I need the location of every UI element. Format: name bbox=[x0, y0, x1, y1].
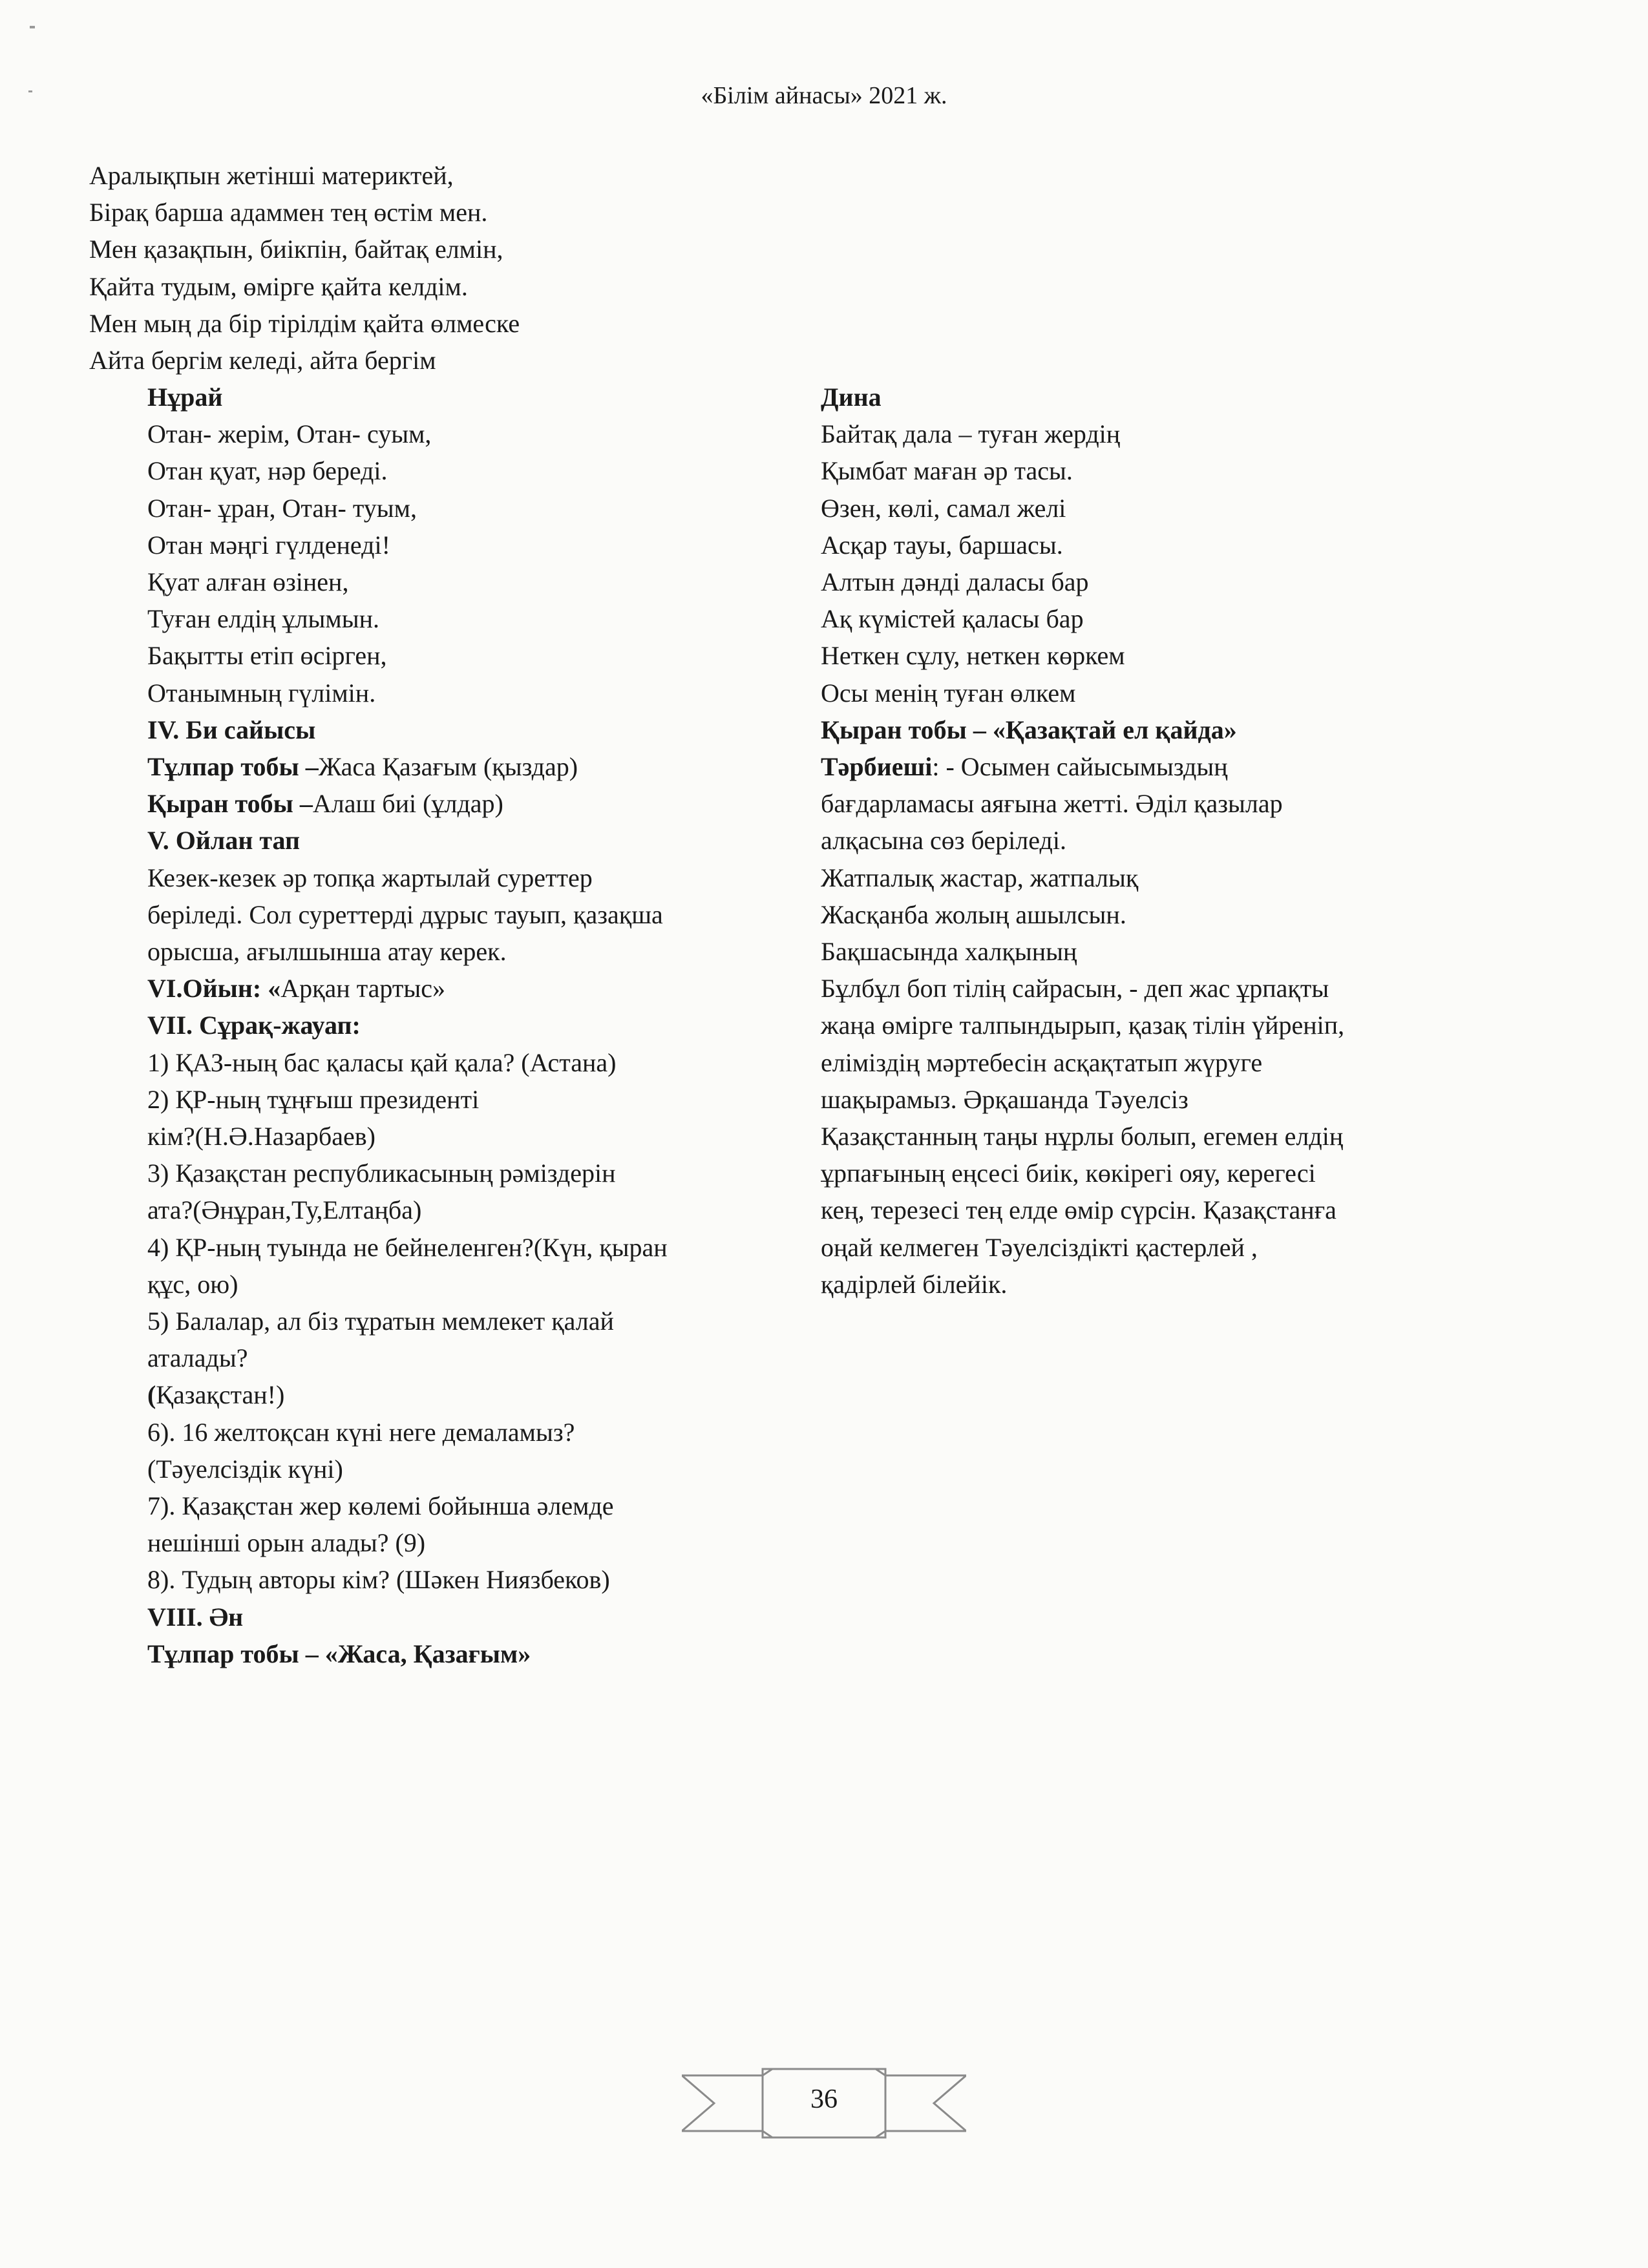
section-heading: Дина bbox=[821, 383, 882, 412]
text-line: жаңа өмірге талпындырып, қазақ тілін үйреніп, bbox=[821, 1011, 1345, 1040]
poem-line: Мен қазақпын, биікпін, байтақ елмін, bbox=[89, 235, 503, 264]
text-line: аталады? bbox=[147, 1343, 248, 1372]
text-line: нешінші орын алады? (9) bbox=[147, 1528, 426, 1557]
section-heading: Нұрай bbox=[147, 383, 223, 412]
text-line: Қуат алған өзінен, bbox=[147, 567, 349, 596]
page-header: «Білім айнасы» 2021 ж. bbox=[701, 82, 947, 109]
line-text: Жаса Қазағым (қыздар) bbox=[318, 752, 578, 781]
text-line: Отанымның гүлімін. bbox=[147, 678, 376, 708]
scan-mark bbox=[30, 26, 35, 28]
poem-line: Айта бергім келеді, айта бергім bbox=[89, 346, 436, 375]
text-line bbox=[147, 754, 578, 780]
text-line bbox=[147, 1382, 284, 1408]
section-heading: IV. Би сайысы bbox=[147, 715, 316, 744]
text-line bbox=[147, 791, 503, 817]
text-line: алқасына сөз беріледі. bbox=[821, 826, 1066, 855]
text-line: ұрпағының еңсесі биік, көкірегі ояу, керегесі bbox=[821, 1159, 1316, 1188]
text-line: 4) ҚР-ның туында не бейнеленген?(Күн, қыран bbox=[147, 1233, 668, 1262]
text-line: Жатпалық жастар, жатпалық bbox=[821, 863, 1139, 892]
section-heading: VII. Сұрақ-жауап: bbox=[147, 1011, 361, 1040]
text-line: Отан- жерім, Отан- суым, bbox=[147, 419, 432, 448]
bold-label: Қыран тобы – « bbox=[821, 715, 1006, 744]
text-line: Ақ күмістей қаласы бар bbox=[821, 604, 1084, 633]
text-line: шақырамыз. Әрқашанда Тәуелсіз bbox=[821, 1085, 1188, 1114]
section-heading: VIII. Ән bbox=[147, 1602, 244, 1632]
text-line: Отан- ұран, Отан- туым, bbox=[147, 494, 417, 523]
poem-line: Қайта тудым, өмірге қайта келдім. bbox=[89, 272, 468, 301]
text-line: құс, ою) bbox=[147, 1270, 238, 1299]
text-line: Отан мәңгі гүлденеді! bbox=[147, 530, 390, 560]
text-line: Бақшасында халқының bbox=[821, 937, 1077, 966]
line-text: Алаш биі (ұлдар) bbox=[312, 789, 503, 818]
text-line: кең, терезесі тең елде өмір сүрсін. Қазақстанға bbox=[821, 1195, 1336, 1224]
page-number: 36 bbox=[810, 2084, 838, 2114]
text-line: 6). 16 желтоқсан күні неге демаламыз? bbox=[147, 1418, 575, 1447]
line-text: Қазақстан!) bbox=[156, 1380, 285, 1409]
text-line: 7). Қазақстан жер көлемі бойынша әлемде bbox=[147, 1491, 614, 1520]
text-line: оңай келмеген Тәуелсіздікті қастерлей , bbox=[821, 1233, 1258, 1262]
text-line: Қазақстанның таңы нұрлы болып, егемен елдің bbox=[821, 1122, 1344, 1151]
text-line: (Тәуелсіздік күні) bbox=[147, 1454, 343, 1484]
poem-line: Бірақ барша адаммен тең өстім мен. bbox=[89, 198, 488, 227]
text-line: Байтақ дала – туған жердің bbox=[821, 419, 1121, 448]
bold-label: Тұлпар тобы – bbox=[147, 752, 319, 781]
bold-label: Қыран тобы – bbox=[147, 789, 313, 818]
bold-label: ( bbox=[147, 1380, 156, 1409]
text-line: Асқар тауы, баршасы. bbox=[821, 530, 1063, 560]
text-line: еліміздің мәртебесін асқақтатып жүруге bbox=[821, 1048, 1263, 1077]
text-line: Бұлбұл боп тілің сайрасын, - деп жас ұрпақты bbox=[821, 974, 1329, 1003]
text-line: Туған елдің ұлымын. bbox=[147, 604, 380, 633]
text-line: 1) ҚАЗ-ның бас қаласы қай қала? (Астана) bbox=[147, 1048, 617, 1077]
bold-label: Тәрбиеші bbox=[821, 752, 933, 781]
line-text: Қазақтай ел қайда» bbox=[1005, 715, 1237, 744]
text-line: ата?(Әнұран,Ту,Елтаңба) bbox=[147, 1195, 422, 1224]
text-line: беріледі. Сол суреттерді дұрыс тауып, қазақша bbox=[147, 900, 663, 929]
line-text: : - Осымен сайысымыздың bbox=[932, 752, 1228, 781]
section-heading: Тұлпар тобы – «Жаса, Қазағым» bbox=[147, 1639, 531, 1668]
text-line: қадірлей білейік. bbox=[821, 1270, 1008, 1299]
section-heading: V. Ойлан тап bbox=[147, 826, 301, 855]
poem-line: Мен мың да бір тірілдім қайта өлмеске bbox=[89, 309, 520, 338]
text-line: Осы менің туған өлкем bbox=[821, 678, 1076, 708]
text-line: 3) Қазақстан республикасының рәміздерін bbox=[147, 1159, 616, 1188]
text-line: Отан қуат, нәр береді. bbox=[147, 456, 388, 485]
text-line: Кезек-кезек әр топқа жартылай суреттер bbox=[147, 863, 593, 892]
line-text: Арқан тартыс» bbox=[280, 974, 446, 1003]
text-line: Қымбат маған әр тасы. bbox=[821, 456, 1073, 485]
text-line: Неткен сұлу, неткен көркем bbox=[821, 641, 1125, 670]
text-line: орысша, ағылшынша атау керек. bbox=[147, 937, 507, 966]
bold-label: VI.Ойын: « bbox=[147, 974, 281, 1003]
text-line: бағдарламасы аяғына жетті. Әділ қазылар bbox=[821, 789, 1283, 818]
text-line bbox=[147, 976, 445, 1002]
text-line: 2) ҚР-ның тұңғыш президенті bbox=[147, 1085, 480, 1114]
text-line: 5) Балалар, ал біз тұратын мемлекет қалай bbox=[147, 1307, 614, 1336]
text-line bbox=[821, 717, 1237, 743]
text-line: Жасқанба жолың ашылсын. bbox=[821, 900, 1126, 929]
text-line: Бақытты етіп өсірген, bbox=[147, 641, 387, 670]
poem-line: Аралықпын жетінші материктей, bbox=[89, 161, 454, 190]
text-line: Өзен, көлі, самал желі bbox=[821, 494, 1066, 523]
text-line: 8). Тудың авторы кім? (Шәкен Ниязбеков) bbox=[147, 1565, 610, 1594]
text-line: Алтын дәнді даласы бар bbox=[821, 567, 1089, 596]
text-line: кім?(Н.Ә.Назарбаев) bbox=[147, 1122, 375, 1151]
text-line bbox=[821, 754, 1228, 780]
